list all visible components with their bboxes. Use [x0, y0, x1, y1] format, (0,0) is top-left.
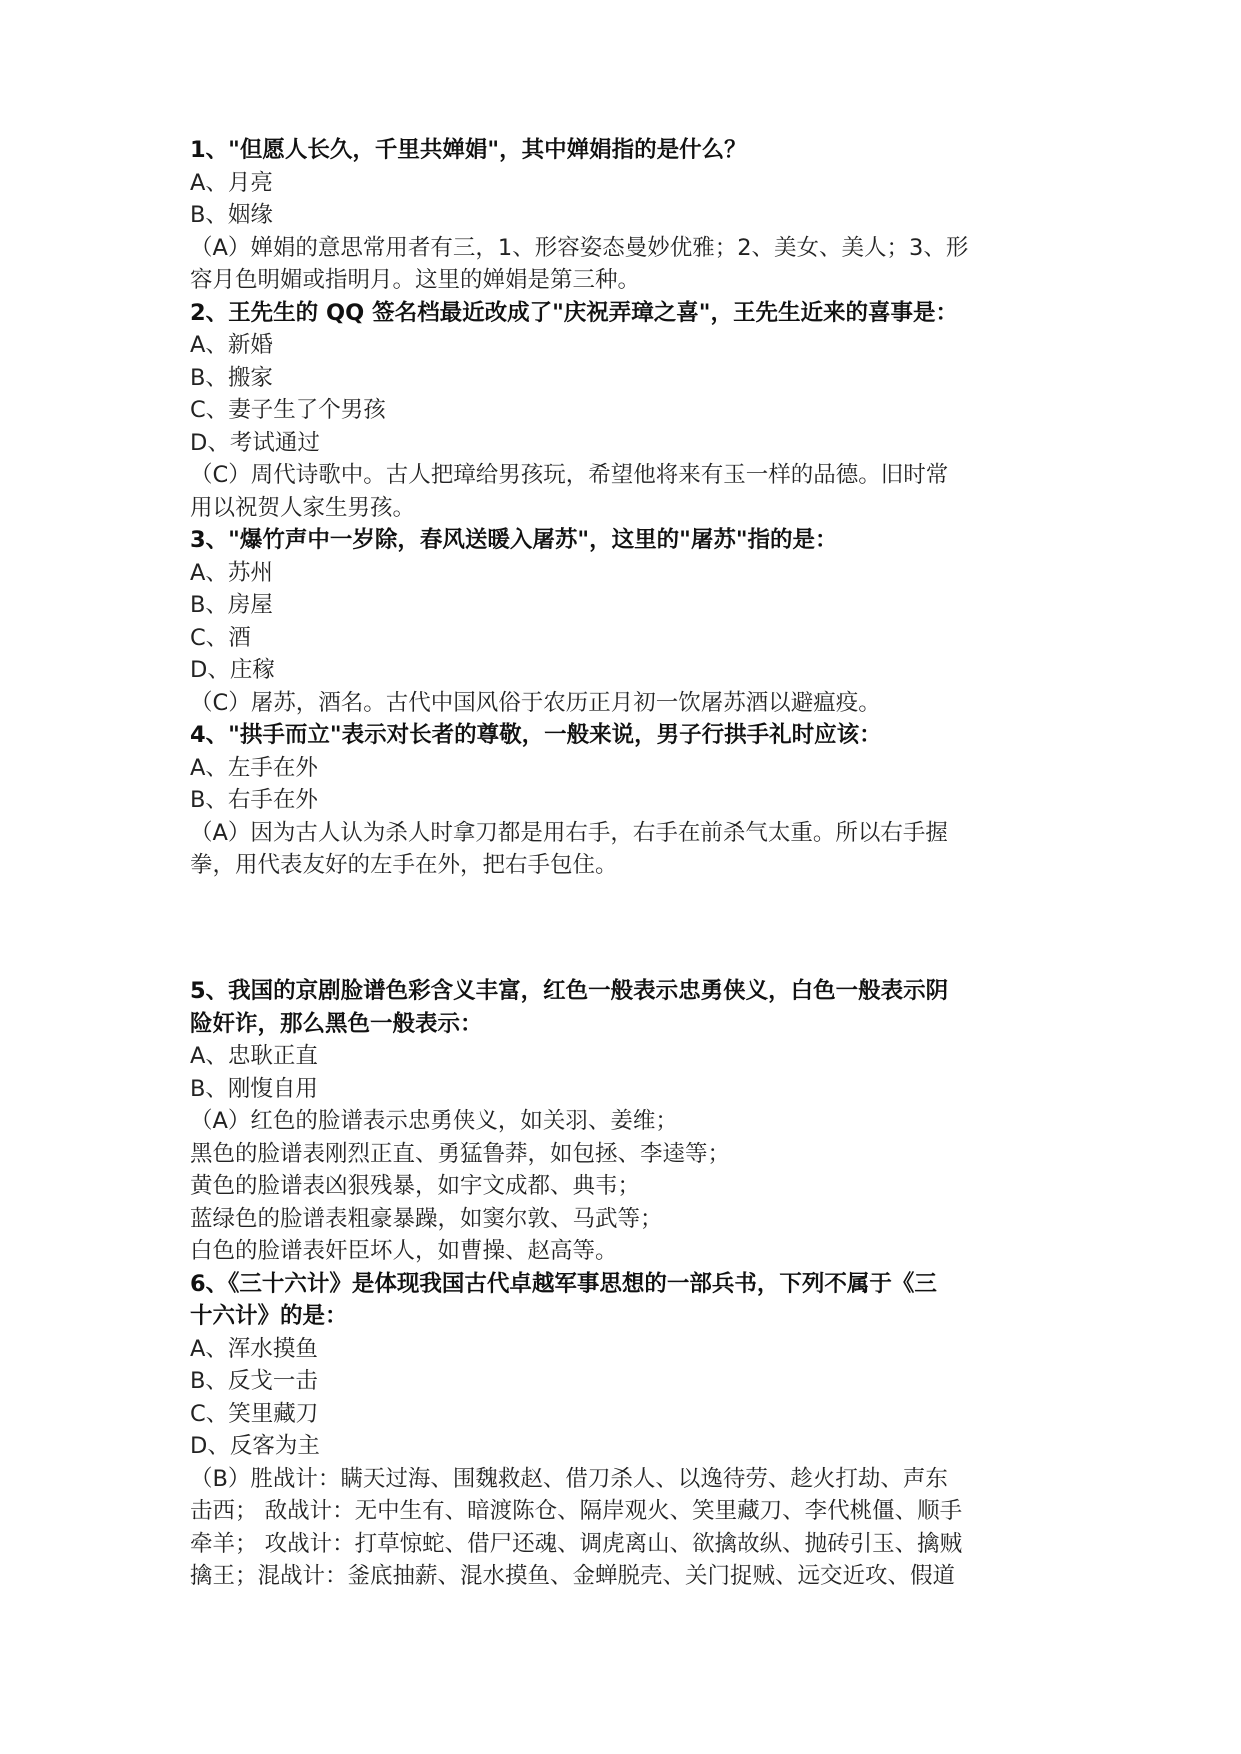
- option-line: B、搬家: [190, 364, 273, 391]
- question-line: 5、我国的京剧脸谱色彩含义丰富，红色一般表示忠勇侠义，白色一般表示阴: [190, 978, 949, 1004]
- answer-explanation-line: （A）因为古人认为杀人时拿刀都是用右手，右手在前杀气太重。所以右手握: [190, 819, 948, 846]
- answer-explanation-line: （C）周代诗歌中。古人把璋给男孩玩，希望他将来有玉一样的品德。旧时常: [190, 462, 949, 488]
- option-line: D、考试通过: [190, 429, 320, 456]
- option-line: D、庄稼: [190, 657, 275, 683]
- option-line: A、苏州: [190, 559, 273, 586]
- option-line: C、笑里藏刀: [190, 1400, 319, 1427]
- answer-explanation-line: 拳，用代表友好的左手在外，把右手包住。: [190, 852, 618, 878]
- question-line: 2、王先生的 QQ 签名档最近改成了"庆祝弄璋之喜"，王先生近来的喜事是：: [190, 299, 959, 326]
- answer-explanation-line: （A）婵娟的意思常用者有三，1、形容姿态曼妙优雅；2、美女、美人；3、形: [190, 234, 969, 261]
- answer-explanation-line: 黑色的脸谱表刚烈正直、勇猛鲁莽，如包拯、李逵等；: [190, 1140, 731, 1167]
- questions-block-1: [190, 134, 1050, 882]
- question-line: 1、"但愿人长久，千里共婵娟"，其中婵娟指的是什么？: [190, 137, 747, 163]
- answer-explanation-line: 牵羊； 攻战计：打草惊蛇、借尸还魂、调虎离山、欲擒故纵、抛砖引玉、擒贼: [190, 1530, 963, 1557]
- option-line: A、左手在外: [190, 754, 318, 781]
- option-line: A、忠耿正直: [190, 1043, 318, 1069]
- option-line: B、刚愎自用: [190, 1075, 318, 1102]
- option-line: B、右手在外: [190, 787, 318, 813]
- question-line: 6、《三十六计》是体现我国古代卓越军事思想的一部兵书，下列不属于《三: [190, 1270, 937, 1297]
- option-line: A、月亮: [190, 169, 273, 196]
- option-line: B、反戈一击: [190, 1368, 318, 1394]
- option-line: A、浑水摸鱼: [190, 1335, 318, 1362]
- answer-explanation-line: （A）红色的脸谱表示忠勇侠义，如关羽、姜维；: [190, 1108, 678, 1134]
- answer-explanation-line: 黄色的脸谱表凶狠残暴，如宇文成都、典韦；: [190, 1173, 641, 1199]
- answer-explanation-line: 击西； 敌战计：无中生有、暗渡陈仓、隔岸观火、笑里藏刀、李代桃僵、顺手: [190, 1498, 963, 1524]
- option-line: C、酒: [190, 624, 251, 651]
- questions-block-2: [190, 975, 1050, 1593]
- option-line: C、妻子生了个男孩: [190, 397, 386, 423]
- answer-explanation-line: （C）屠苏，酒名。古代中国风俗于农历正月初一饮屠苏酒以避瘟疫。: [190, 689, 881, 716]
- question-line: 十六计》的是：: [190, 1303, 348, 1329]
- answer-explanation-line: 用以祝贺人家生男孩。: [190, 494, 416, 521]
- option-line: A、新婚: [190, 332, 273, 358]
- question-line: 险奸诈，那么黑色一般表示：: [190, 1010, 483, 1037]
- answer-explanation-line: 白色的脸谱表奸臣坏人，如曹操、赵高等。: [190, 1238, 618, 1264]
- answer-explanation-line: 容月色明媚或指明月。这里的婵娟是第三种。: [190, 267, 641, 293]
- option-line: B、房屋: [190, 592, 273, 618]
- answer-explanation-line: 蓝绿色的脸谱表粗豪暴躁，如窦尔敦、马武等；: [190, 1205, 663, 1232]
- option-line: D、反客为主: [190, 1433, 320, 1459]
- option-line: B、姻缘: [190, 202, 273, 228]
- question-line: 3、"爆竹声中一岁除，春风送暖入屠苏"，这里的"屠苏"指的是：: [190, 527, 838, 553]
- answer-explanation-line: （B）胜战计：瞒天过海、围魏救赵、借刀杀人、以逸待劳、趁火打劫、声东: [190, 1465, 948, 1492]
- question-line: 4、"拱手而立"表示对长者的尊敬，一般来说，男子行拱手礼时应该：: [190, 722, 882, 748]
- answer-explanation-line: 擒王；混战计：釜底抽薪、混水摸鱼、金蝉脱壳、关门捉贼、远交近攻、假道: [190, 1563, 956, 1589]
